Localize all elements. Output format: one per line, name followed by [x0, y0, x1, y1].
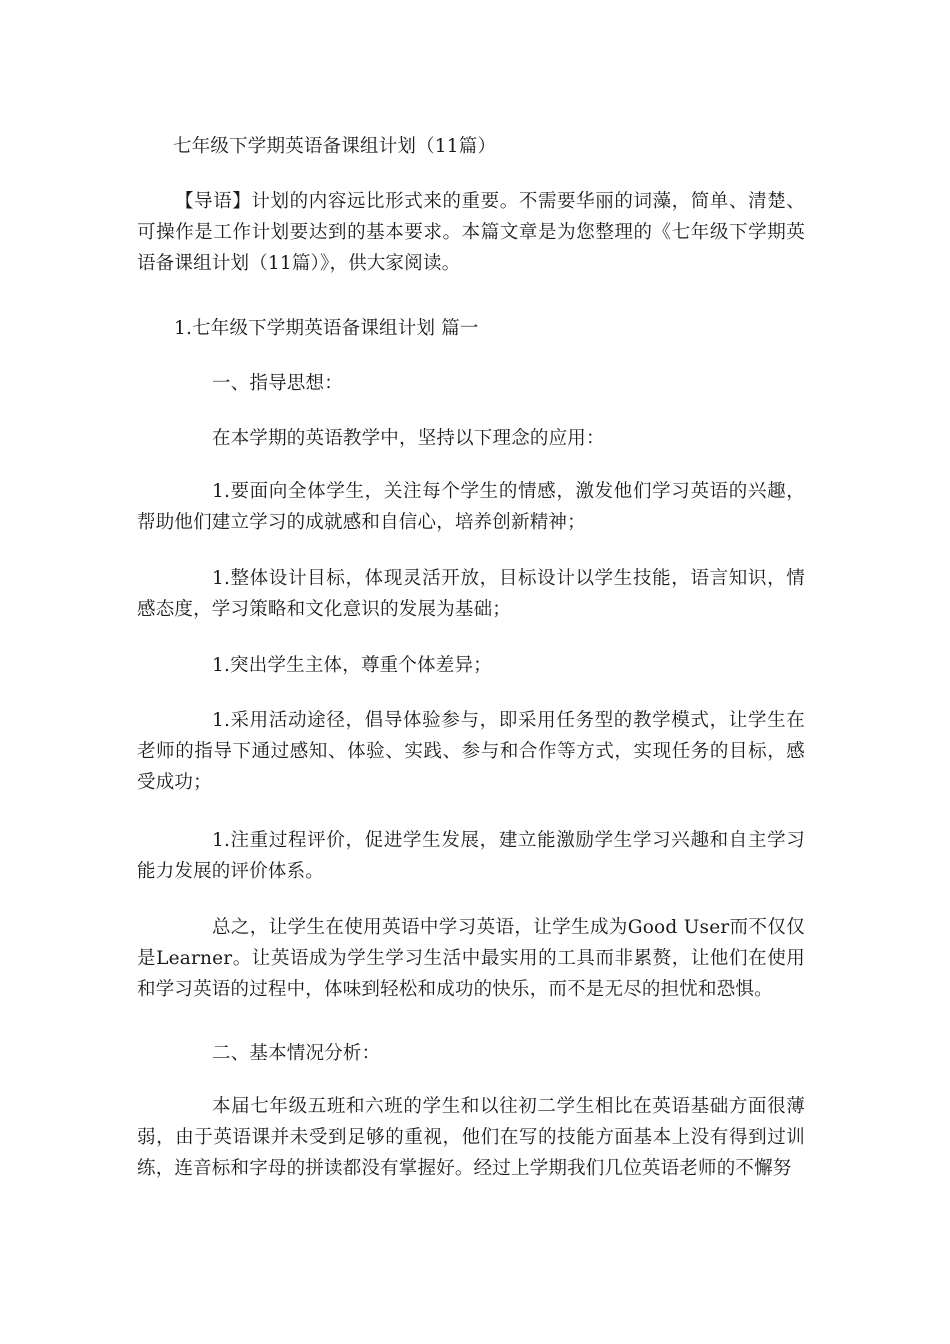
document-title: 七年级下学期英语备课组计划（11篇）: [173, 136, 497, 157]
summary-paragraph: 总之，让学生在使用英语中学习英语，让学生成为Good User而不仅仅是Learner。让英语成为学生学习生活中最实用的工具而非累赘，让他们在使用和学习英语的过程中，体味到轻松和成功的快乐，而不是无尽的担忧和恐惧。: [137, 917, 805, 1000]
principle-item: 1.突出学生主体，尊重个体差异；: [212, 655, 492, 676]
principle-item: 1.注重过程评价，促进学生发展，建立能激励学生学习兴趣和自主学习能力发展的评价体系。: [137, 830, 805, 882]
principle-item: 1.采用活动途径，倡导体验参与，即采用任务型的教学模式，让学生在老师的指导下通过感知、体验、实践、参与和合作等方式，实现任务的目标，感受成功；: [137, 710, 805, 793]
principle-item: 1.要面向全体学生，关注每个学生的情感，激发他们学习英语的兴趣，帮助他们建立学习的成就感和自信心，培养创新精神；: [137, 481, 805, 533]
intro-paragraph: 【导语】计划的内容远比形式来的重要。不需要华丽的词藻，简单、清楚、可操作是工作计划要达到的基本要求。本篇文章是为您整理的《七年级下学期英语备课组计划（11篇）》，供大家阅读。: [137, 191, 805, 274]
part1-lead: 在本学期的英语教学中，坚持以下理念的应用：: [212, 428, 605, 449]
part2-heading: 二、基本情况分析：: [212, 1043, 381, 1064]
principle-item: 1.整体设计目标，体现灵活开放，目标设计以学生技能，语言知识，情感态度，学习策略和文化意识的发展为基础；: [137, 568, 805, 620]
section-heading: 1.七年级下学期英语备课组计划 篇一: [174, 318, 479, 339]
part2-paragraph: 本届七年级五班和六班的学生和以往初二学生相比在英语基础方面很薄弱，由于英语课并未受到足够的重视，他们在写的技能方面基本上没有得到过训练，连音标和字母的拼读都没有掌握好。经过上学期我们几位英语老师的不懈努: [137, 1096, 805, 1179]
part1-heading: 一、指导思想：: [212, 373, 343, 394]
